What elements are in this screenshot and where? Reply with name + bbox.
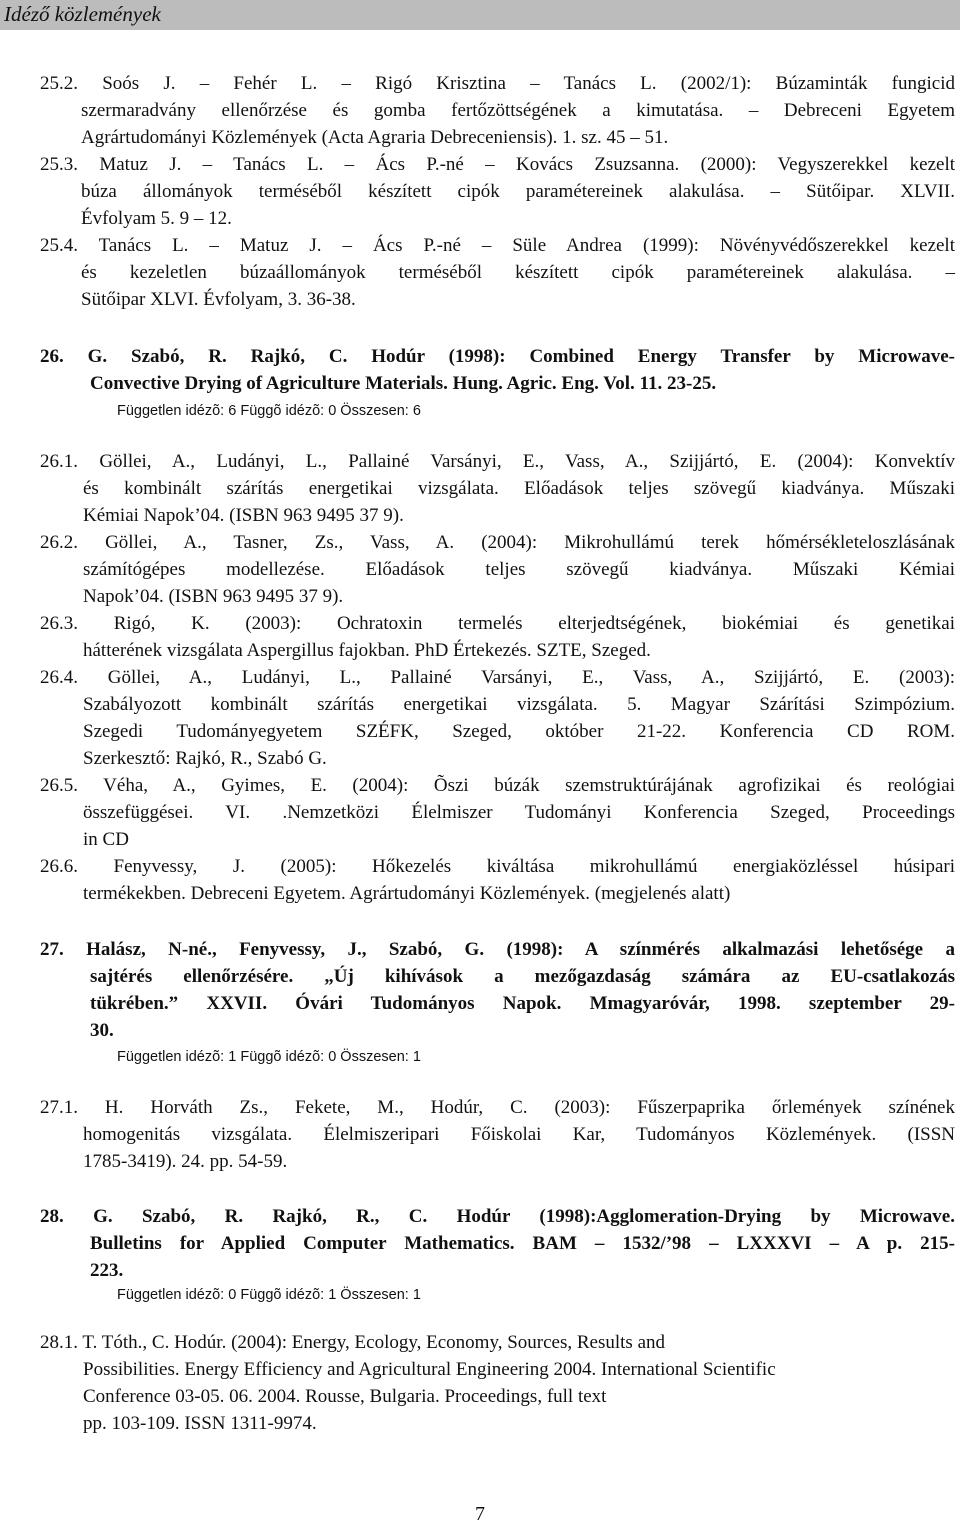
ref-27-line-1: 27. Halász, N-né., Fenyvessy, J., Szabó, G. (1998): A színmérés alkalmazási lehetősége a (40, 939, 955, 960)
ref-26-5-line-2: összefüggései. VI. .Nemzetközi Élelmiszer Tudományi Konferencia Szeged, Proceedings (83, 802, 955, 823)
ref-26-4-line-1: 26.4. Göllei, A., Ludányi, L., Pallainé Varsányi, E., Vass, A., Szijjártó, E. (2003): (40, 667, 955, 688)
ref-26-2-line-2: számítógépes modellezése. Előadások teljes szövegű kiadványa. Műszaki Kémiai (83, 559, 955, 580)
ref-26-4-line-2: Szabályozott kombinált szárítás energetikai vizsgálata. 5. Magyar Szárítási Szimpózium. (83, 694, 955, 715)
ref-25-4-line-1: 25.4. Tanács L. – Matuz J. – Ács P.-né – Süle Andrea (1999): Növényvédőszerekkel kezelt (40, 235, 955, 256)
citation-count-28: Független idézõ: 0 Függõ idézõ: 1 Összesen: 1 (117, 1287, 421, 1303)
ref-26-1-line-1: 26.1. Göllei, A., Ludányi, L., Pallainé Varsányi, E., Vass, A., Szijjártó, E. (2004): Konvektív (40, 451, 955, 472)
ref-25-2-line-2: szermaradvány ellenőrzése és gomba fertőzöttségének a kimutatása. – Debreceni Egyetem (81, 100, 955, 121)
ref-26-line-2: Convective Drying of Agriculture Materials. Hung. Agric. Eng. Vol. 11. 23-25. (90, 373, 717, 394)
ref-27-1-line-3: 1785-3419). 24. pp. 54-59. (83, 1151, 288, 1172)
ref-25-2-line-1: 25.2. Soós J. – Fehér L. – Rigó Krisztina – Tanács L. (2002/1): Búzaminták fungicid (40, 73, 955, 94)
ref-27-line-4: 30. (90, 1020, 114, 1041)
ref-27-1-line-2: homogenitás vizsgálata. Élelmiszeripari Főiskolai Kar, Tudományos Közlemények. (ISSN (83, 1124, 955, 1145)
ref-26-4-line-4: Szerkesztő: Rajkó, R., Szabó G. (83, 748, 327, 769)
ref-26-6-line-1: 26.6. Fenyvessy, J. (2005): Hőkezelés kiváltása mikrohullámú energiaközléssel húsipari (40, 856, 955, 877)
ref-25-3-line-1: 25.3. Matuz J. – Tanács L. – Ács P.-né – Kovács Zsuzsanna. (2000): Vegyszerekkel kezelt (40, 154, 955, 175)
ref-28-line-3: 223. (90, 1260, 124, 1281)
ref-28-1-line-1: 28.1. T. Tóth., C. Hodúr. (2004): Energy, Ecology, Economy, Sources, Results and (40, 1332, 665, 1353)
ref-28-1-line-3: Conference 03-05. 06. 2004. Rousse, Bulgaria. Proceedings, full text (83, 1386, 607, 1407)
ref-26-1-line-3: Kémiai Napok’04. (ISBN 963 9495 37 9). (83, 505, 404, 526)
ref-26-1-line-2: és kombinált szárítás energetikai vizsgálata. Előadások teljes szövegű kiadványa. Műszaki (83, 478, 955, 499)
ref-25-3-line-3: Évfolyam 5. 9 – 12. (81, 208, 232, 229)
citation-count-26: Független idézõ: 6 Függõ idézõ: 0 Összesen: 6 (117, 403, 421, 419)
running-header (0, 0, 960, 30)
ref-25-4-line-2: és kezeletlen búzaállományok terméséből készített cipók paramétereinek alakulása. – (81, 262, 955, 283)
ref-26-2-line-3: Napok’04. (ISBN 963 9495 37 9). (83, 586, 344, 607)
ref-27-1-line-1: 27.1. H. Horváth Zs., Fekete, M., Hodúr, C. (2003): Fűszerpaprika őrlemények színének (40, 1097, 955, 1118)
ref-28-line-1: 28. G. Szabó, R. Rajkó, R., C. Hodúr (1998):Agglomeration-Drying by Microwave. (40, 1206, 955, 1227)
ref-26-3-line-1: 26.3. Rigó, K. (2003): Ochratoxin termelés elterjedtségének, biokémiai és genetikai (40, 613, 955, 634)
ref-26-6-line-2: termékekben. Debreceni Egyetem. Agrártudományi Közlemények. (megjelenés alatt) (83, 883, 731, 904)
ref-26-3-line-2: hátterének vizsgálata Aspergillus fajokban. PhD Értekezés. SZTE, Szeged. (83, 640, 651, 661)
citation-count-27: Független idézõ: 1 Függõ idézõ: 0 Összesen: 1 (117, 1049, 421, 1065)
ref-28-1-line-4: pp. 103-109. ISSN 1311-9974. (83, 1413, 317, 1434)
ref-26-4-line-3: Szegedi Tudományegyetem SZÉFK, Szeged, október 21-22. Konferencia CD ROM. (83, 721, 955, 742)
ref-26-5-line-3: in CD (83, 829, 129, 850)
ref-27-line-2: sajtérés ellenőrzésére. „Új kihívások a mezőgazdaság számára az EU-csatlakozás (90, 966, 955, 987)
header-title: Idéző közlemények (4, 2, 161, 26)
ref-28-1-line-2: Possibilities. Energy Efficiency and Agricultural Engineering 2004. International Scientific (83, 1359, 776, 1380)
ref-28-line-2: Bulletins for Applied Computer Mathematics. BAM – 1532/’98 – LXXXVI – A p. 215- (90, 1233, 955, 1254)
ref-26-line-1: 26. G. Szabó, R. Rajkó, C. Hodúr (1998): Combined Energy Transfer by Microwave- (40, 346, 955, 367)
ref-26-2-line-1: 26.2. Göllei, A., Tasner, Zs., Vass, A. (2004): Mikrohullámú terek hőmérsékleteloszlásának (40, 532, 955, 553)
ref-25-3-line-2: búza állományok terméséből készített cipók paramétereinek alakulása. – Sütőipar. XLVII. (81, 181, 955, 202)
ref-25-4-line-3: Sütőipar XLVI. Évfolyam, 3. 36-38. (81, 289, 356, 310)
ref-26-5-line-1: 26.5. Véha, A., Gyimes, E. (2004): Õszi búzák szemstruktúrájának agrofizikai és reológiai (40, 775, 955, 796)
ref-27-line-3: tükrében.” XXVII. Óvári Tudományos Napok. Mmagyaróvár, 1998. szeptember 29- (90, 993, 955, 1014)
ref-25-2-line-3: Agrártudományi Közlemények (Acta Agraria Debreceniensis). 1. sz. 45 – 51. (81, 127, 669, 148)
page-number: 7 (475, 1503, 485, 1525)
